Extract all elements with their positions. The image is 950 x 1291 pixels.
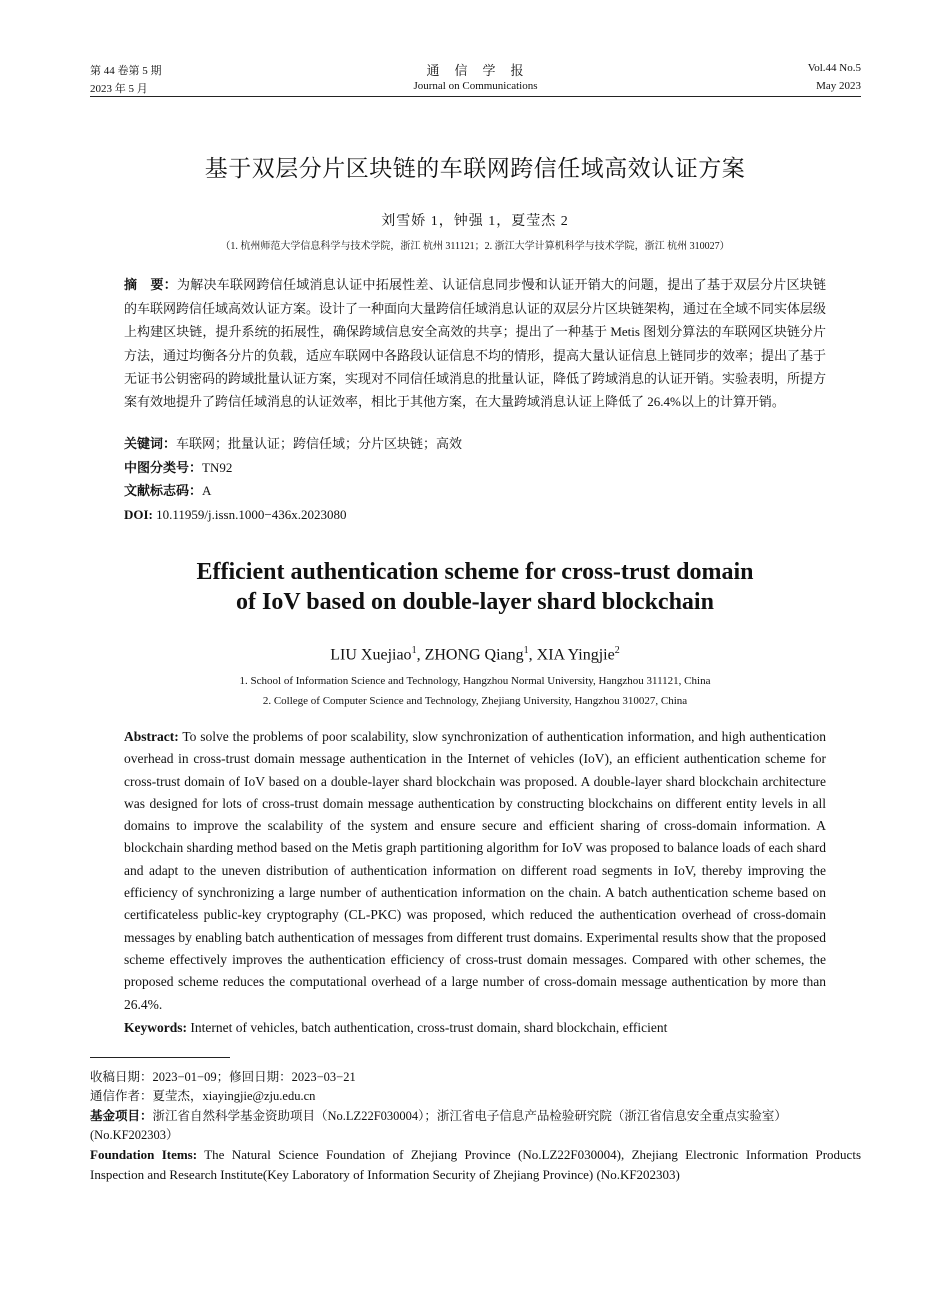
volume-issue-cn: 第 44 卷第 5 期 <box>90 65 162 77</box>
affiliation-1: 1. School of Information Science and Technology, Hangzhou Normal University, Hangzhou 311121, China <box>239 675 711 687</box>
header-divider <box>90 96 861 97</box>
keywords-label-en: Keywords: <box>124 1020 187 1035</box>
author-3-affil-mark: 2 <box>614 645 620 656</box>
running-header <box>90 60 861 96</box>
affiliations-cn: （1. 杭州师范大学信息科学与技术学院，浙江 杭州 311121；2. 浙江大学计算机科学与技术学院，浙江 杭州 310027） <box>220 241 730 252</box>
footnotes <box>90 1068 861 1185</box>
doi-row <box>124 504 826 527</box>
fund-cn-text: 浙江省自然科学基金资助项目（No.LZ22F030004）；浙江省电子信息产品检验研究院（浙江省信息安全重点实验室）(No.KF202303） <box>90 1109 787 1142</box>
date-en: May 2023 <box>816 80 861 92</box>
title-en-line-2: of IoV based on double-layer shard blockchain <box>236 589 714 615</box>
paper-title-cn: 基于双层分片区块链的车联网跨信任域高效认证方案 <box>204 156 746 182</box>
title-en-line-1: Efficient authentication scheme for cross-trust domain <box>196 559 754 585</box>
paper-title-en <box>0 557 950 617</box>
keywords-label-cn: 关键词： <box>124 437 177 452</box>
affiliation-2: 2. College of Computer Science and Technology, Zhejiang University, Hangzhou 310027, China <box>262 695 688 707</box>
authors-cn: 刘雪娇 1，钟强 1，夏莹杰 2 <box>381 214 569 229</box>
abstract-text-cn: 为解决车联网跨信任域消息认证中拓展性差、认证信息同步慢和认证开销大的问题，提出了基于双层分片区块链的车联网跨信任域高效认证方案。设计了一种面向大量跨信任域消息认证的双层分片区块链架构，通过在全域不同实体层级上构建区块链，提升系统的拓展性，确保跨域信息安全高效的共享；提出了一种基于 Metis 图划分算法的车联网区块链分片方法，通过均衡各分片的负载，适应车联网中各路段认证信息不均的情形，提高大量认证信息上链同步的效率；提出了基于无证书公钥密码的跨域批量认证方案，实现对不同信任域消息的批量认证，降低了跨域消息的认证开销。实验表明，所提方案有效地提升了跨信任域消息的认证效率，相比于其他方案，在大量跨域消息认证上降低了 26.4%以上的计算开销。 <box>124 277 827 410</box>
affiliations-en <box>0 671 950 711</box>
corresponding-author: 通信作者：夏莹杰，xiayingjie@zju.edu.cn <box>90 1089 316 1103</box>
journal-name-cn: 通 信 学 报 <box>426 64 525 79</box>
keywords-en-row <box>124 1017 826 1039</box>
clc-row <box>124 457 826 481</box>
doc-code-label: 文献标志码： <box>124 484 203 499</box>
fund-cn-label: 基金项目： <box>90 1108 153 1123</box>
abstract-label-en: Abstract: <box>124 729 179 744</box>
fund-en-text: The Natural Science Foundation of Zhejiang Province (No.LZ22F030004), Zhejiang Electronic Information Products Inspection and Research Institute(Key Laboratory of Information Security of Zhejiang Province) (No.KF202303) <box>90 1147 861 1182</box>
abstract-en <box>124 726 826 1016</box>
doi-value: 10.11959/j.issn.1000−436x.2023080 <box>152 506 347 522</box>
author-3: , XIA Yingjie <box>528 646 615 664</box>
footnote-divider <box>90 1057 230 1058</box>
fund-cn <box>90 1106 861 1145</box>
keywords-cn: 车联网；批量认证；跨信任域；分片区块链；高效 <box>176 436 463 451</box>
author-1-affil-mark: 1 <box>411 645 417 656</box>
authors-en <box>0 645 950 664</box>
fund-en-label: Foundation Items: <box>90 1147 198 1162</box>
keywords-cn-row <box>124 433 826 457</box>
abstract-label-cn: 摘 要： <box>124 278 177 293</box>
clc-number: TN92 <box>202 459 233 475</box>
journal-name-en: Journal on Communications <box>413 80 538 92</box>
doc-code: A <box>202 483 212 498</box>
received-dates: 收稿日期：2023−01−09；修回日期：2023−03−21 <box>90 1070 356 1084</box>
doi-label: DOI: <box>124 506 153 522</box>
doc-code-row <box>124 480 826 504</box>
date-cn: 2023 年 5 月 <box>90 83 148 95</box>
abstract-text-en: To solve the problems of poor scalability, slow synchronization of authentication information, and high authentication overhead in cross-trust domain message authentication in the Internet of vehicles (IoV), an efficient authentication scheme for cross-trust domain of IoV based on a double-layer shard blockchain was proposed. A double-layer shard blockchain architecture was designed for lots of cross-trust domain message authentication by constructing blockchains on different entity levels in all domains to improve the scalability of the system and ensure secure and efficient sharing of cross-domain information. A blockchain sharding method based on the Metis graph partitioning algorithm for IoV was proposed to balance loads of each shard and adapt to the uneven distribution of authentication information on different road segments in IoV, thereby improving the efficiency of synchronizing a large number of authentication information on the chain. A batch authentication scheme based on certificateless public-key cryptography (CL-PKC) was proposed, which reduced the authentication overhead of cross-domain messages by enabling batch authentication of messages from different trust domains. Experimental results show that the proposed scheme effectively improves the authentication efficiency of cross-trust domain messages. Compared with other schemes, the proposed scheme reduces the computational overhead of a large number of cross-domain message authentication by more than 26.4%. <box>124 729 826 1012</box>
fund-en <box>90 1145 861 1185</box>
author-1: LIU Xuejiao <box>330 646 412 664</box>
abstract-cn <box>124 273 826 413</box>
keywords-en: Internet of vehicles, batch authentication, cross-trust domain, shard blockchain, efficient <box>187 1020 668 1035</box>
clc-label: 中图分类号： <box>124 460 203 476</box>
paper-metadata-cn <box>124 433 826 526</box>
author-2-affil-mark: 1 <box>523 645 529 656</box>
author-2: , ZHONG Qiang <box>416 646 524 664</box>
volume-issue-en: Vol.44 No.5 <box>807 62 861 74</box>
